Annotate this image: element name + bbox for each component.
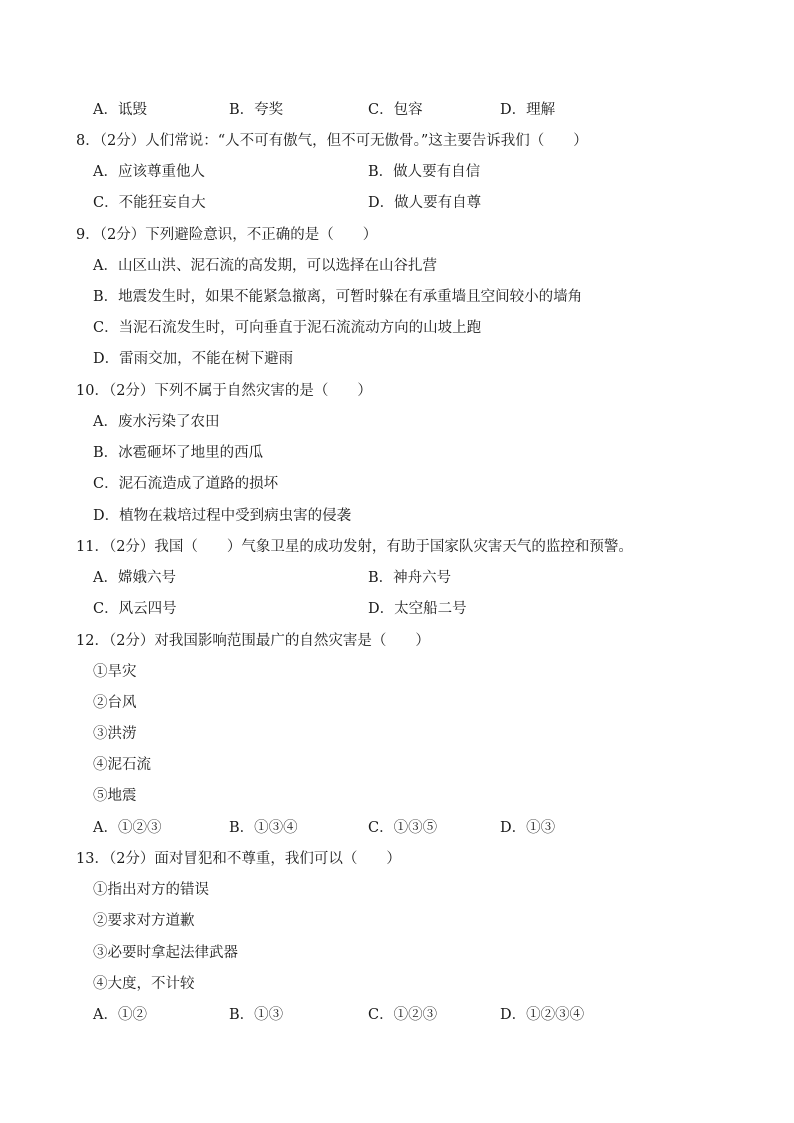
q12-option-a: A．①②③ [93,820,162,836]
q7-option-a: A．诋毁 [93,102,147,118]
q7-option-c: C．包容 [368,102,423,118]
q12-option-c: C．①③⑤ [368,820,438,836]
q8-options-row2 [0,193,794,213]
q13-item-1: ①指出对方的错误 [93,882,209,898]
q12-options [0,818,794,838]
q10-option-c: C．泥石流造成了道路的损坏 [93,476,279,492]
q7-option-d: D．理解 [500,102,556,118]
q10-option-a: A．废水污染了农田 [93,414,220,430]
q13-stem: 13．（2分）面对冒犯和不尊重，我们可以（ ） [76,851,401,867]
q12-item-4: ④泥石流 [93,757,151,773]
q9-option-d: D．雷雨交加，不能在树下避雨 [93,351,294,367]
q12-item-2: ②台风 [93,695,137,711]
q7-option-b: B．夸奖 [229,102,284,118]
q11-option-c: C．风云四号 [93,601,177,617]
q8-option-b: B．做人要有自信 [368,164,481,180]
q9-stem: 9．（2分）下列避险意识，不正确的是（ ） [76,227,378,243]
q10-option-d: D．植物在栽培过程中受到病虫害的侵袭 [93,508,352,524]
q12-item-3: ③洪涝 [93,726,137,742]
q13-option-a: A．①② [93,1007,147,1023]
q9-option-b: B．地震发生时，如果不能紧急撤离，可暂时躲在有承重墙且空间较小的墙角 [93,289,583,305]
q10-option-b: B．冰雹砸坏了地里的西瓜 [93,445,264,461]
q13-item-4: ④大度，不计较 [93,976,195,992]
q12-stem: 12．（2分）对我国影响范围最广的自然灾害是（ ） [76,633,430,649]
q11-option-d: D．太空船二号 [368,601,467,617]
q11-options-row1 [0,568,794,588]
q13-item-3: ③必要时拿起法律武器 [93,945,238,961]
q8-option-a: A．应该尊重他人 [93,164,205,180]
q10-stem: 10．（2分）下列不属于自然灾害的是（ ） [76,383,372,399]
q13-options [0,1005,794,1025]
q11-option-a: A．嫦娥六号 [93,570,176,586]
q12-item-1: ①旱灾 [93,664,137,680]
q11-option-b: B．神舟六号 [368,570,452,586]
q12-item-5: ⑤地震 [93,788,137,804]
q11-stem: 11．（2分）我国（ ）气象卫星的成功发射，有助于国家队灾害天气的监控和预警。 [76,539,633,555]
q8-stem: 8．（2分）人们常说：“人不可有傲气，但不可无傲骨。”这主要告诉我们（ ） [76,133,588,149]
q12-option-d: D．①③ [500,820,556,836]
q8-option-d: D．做人要有自尊 [368,195,482,211]
q9-option-c: C．当泥石流发生时，可向垂直于泥石流流动方向的山坡上跑 [93,320,482,336]
q8-option-c: C．不能狂妄自大 [93,195,206,211]
q13-option-c: C．①②③ [368,1007,438,1023]
q11-options-row2 [0,599,794,619]
q13-option-d: D．①②③④ [500,1007,585,1023]
q13-option-b: B．①③ [229,1007,284,1023]
q9-option-a: A．山区山洪、泥石流的高发期，可以选择在山谷扎营 [93,258,437,274]
q8-options-row1 [0,162,794,182]
q13-item-2: ②要求对方道歉 [93,913,195,929]
q12-option-b: B．①③④ [229,820,298,836]
